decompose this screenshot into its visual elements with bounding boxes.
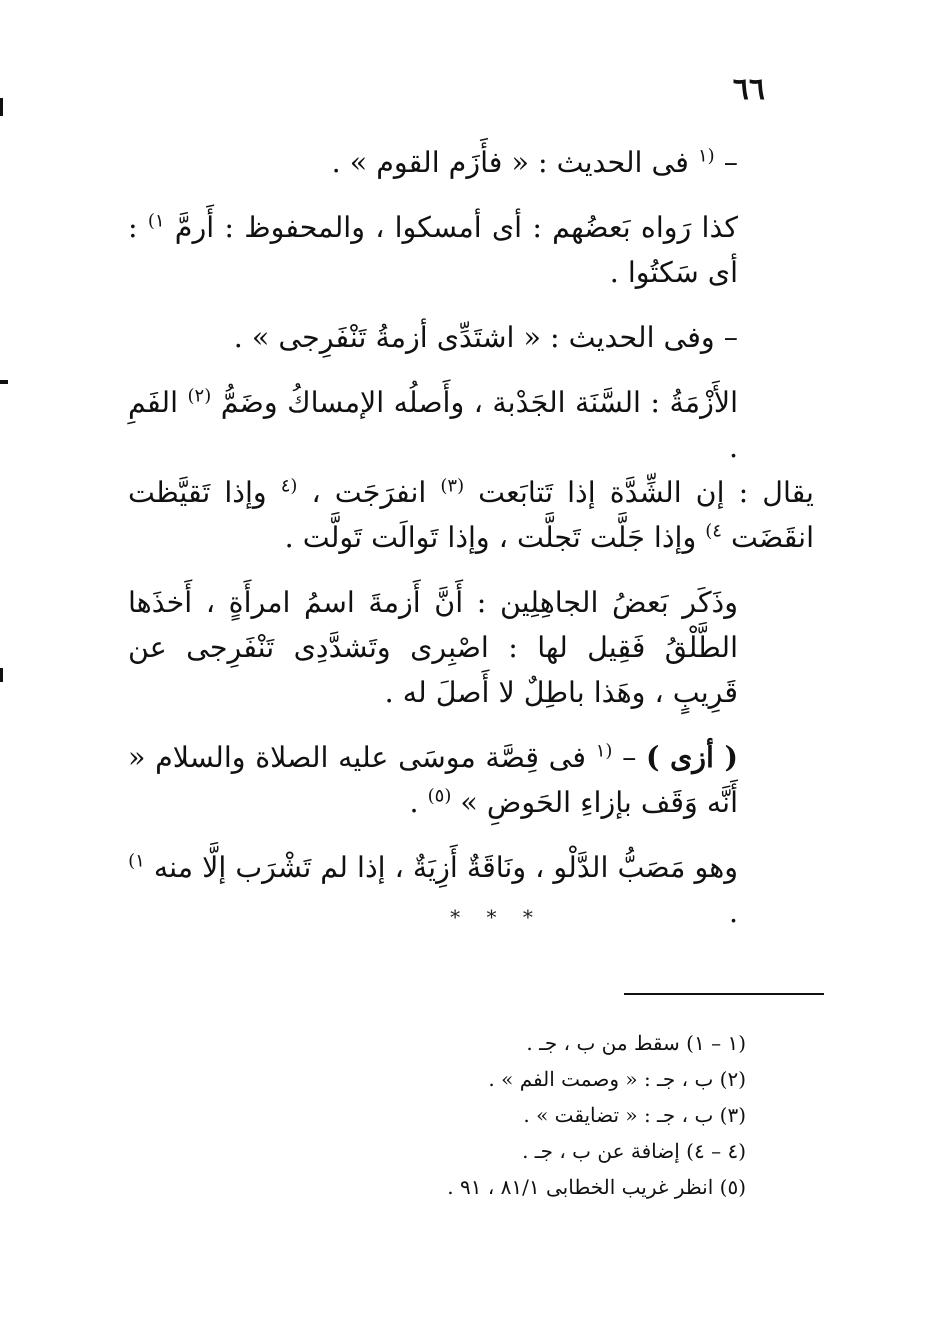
text-segment: فى الحديث : « فأَزَم القوم » . <box>331 146 698 179</box>
text-segment: وذَكَر بَعضُ الجاهِلِين : أَنَّ أَزمةَ اسمُ امرأَةٍ ، أَخذَها الطَّلْقُ فَقِيل لها : اصْبِرى وتَشدَّدِى تَنْفَرِجى عن قَرِيبٍ ، وهَذا باطِلٌ لا أَصلَ له . <box>128 586 738 709</box>
text-segment: كذا رَواه بَعضُهم : أى أمسكوا ، والمحفوظ : أَرمَّ <box>164 211 738 244</box>
footnote-marker: (٤ <box>280 475 298 497</box>
text-segment: الفَمِ . <box>128 386 738 464</box>
main-text <box>128 140 814 955</box>
footnote-divider <box>624 993 824 995</box>
margin-mark <box>0 380 8 384</box>
text-segment: يقال : إن الشِّدَّة إذا تَتابَعت <box>464 476 814 509</box>
text-segment: . <box>409 786 428 819</box>
footnotes <box>300 1025 746 1205</box>
entry-heading: ( أزى ) <box>645 740 738 774</box>
text-segment: – <box>612 741 646 774</box>
footnote-marker: ٤) <box>705 520 722 542</box>
footnote-marker: ١) <box>128 850 145 872</box>
paragraph <box>128 140 814 185</box>
margin-mark <box>0 98 3 116</box>
footnote-marker: ١) <box>147 210 165 232</box>
section-separator: * * * <box>450 905 543 929</box>
footnote-marker: (١ <box>595 740 613 762</box>
paragraph <box>128 380 814 470</box>
text-segment: – وفى الحديث : « اشتَدِّى أزمةُ تَنْفَرِجى » . <box>233 321 738 354</box>
text-segment: وإذا جَلَّت تَجلَّت ، وإذا تَوالَت تَولَّت . <box>284 521 706 554</box>
text-segment: وهو مَصَبُّ الدَّلْو ، ونَاقَةٌ أَزِيَةٌ ، إذا لم تَشْرَب إلَّا منه <box>144 851 738 884</box>
footnote-marker: (١ <box>697 145 715 167</box>
footnote-marker: (٢) <box>187 385 212 407</box>
margin-mark <box>0 668 3 682</box>
text-segment: – <box>714 146 738 179</box>
paragraph <box>128 315 814 360</box>
text-segment: انفرَجَت ، <box>297 476 441 509</box>
text-segment: . <box>728 896 738 929</box>
paragraph <box>128 580 814 715</box>
paragraph <box>128 470 814 560</box>
paragraph <box>128 735 814 825</box>
footnote: (٣) ب ، جـ : « تضايقت » . <box>523 1103 746 1127</box>
paragraph <box>128 205 814 295</box>
footnote-marker: (٥) <box>427 785 452 807</box>
text-segment: وإذا تَقيَّظت انقَضَت <box>128 476 814 554</box>
footnote-marker: (٣) <box>440 475 465 497</box>
text-segment: : أى سَكتُوا . <box>128 211 738 289</box>
footnote: (٤ – ٤) إضافة عن ب ، جـ . <box>522 1139 746 1163</box>
page-number: ٦٦ <box>732 72 765 107</box>
text-segment: الأَزْمَةُ : السَّنَة الجَدْبة ، وأَصلُه الإمساكُ وضَمُّ <box>211 386 739 419</box>
footnote: (١ – ١) سقط من ب ، جـ . <box>526 1031 746 1055</box>
footnote: (٢) ب ، جـ : « وصمت الفم » . <box>488 1067 746 1091</box>
text-segment: فى قِصَّة موسَى عليه الصلاة والسلام « أَنَّه وَقَف بإزاءِ الحَوضِ » <box>128 741 738 819</box>
footnote: (٥) انظر غريب الخطابى ٨١/١ ، ٩١ . <box>447 1175 746 1199</box>
